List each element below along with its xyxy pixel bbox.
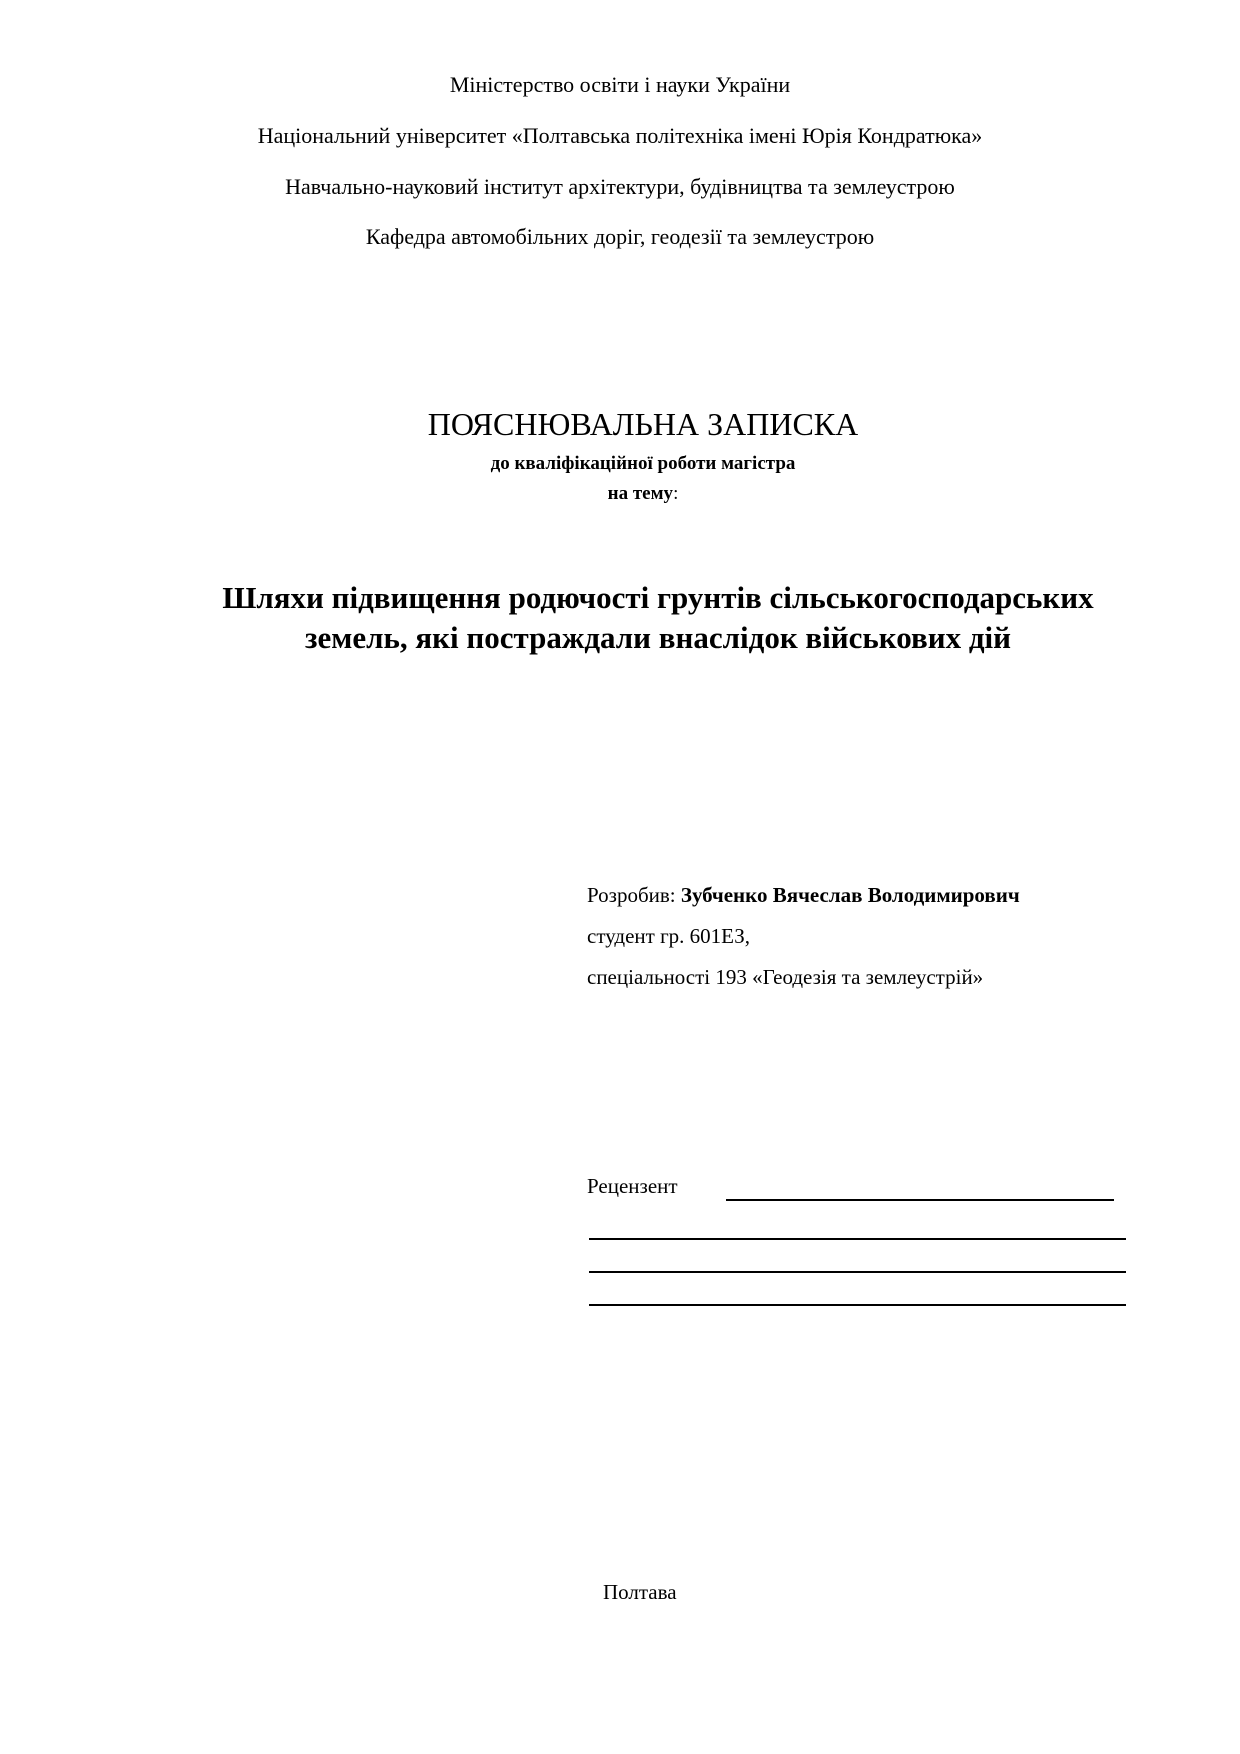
reviewer-line-3 [589, 1304, 1126, 1306]
topic-line-1: Шляхи підвищення родючості грунтів сільськогосподарських [222, 580, 1094, 615]
reviewer-line-2 [589, 1271, 1126, 1273]
topic-label: на тему [607, 483, 674, 504]
topic-label-line [23, 483, 1240, 505]
document-title: ПОЯСНЮВАЛЬНА ЗАПИСКА [427, 406, 859, 442]
reviewer-label: Рецензент [587, 1174, 678, 1198]
city: Полтава [603, 1580, 677, 1604]
topic-line-2: земель, які постраждали внаслідок військових дій [305, 620, 1011, 655]
reviewer-line-1 [589, 1238, 1126, 1240]
institute-name: Навчально-науковий інститут архітектури, будівництва та землеустрою [285, 174, 955, 199]
department-name: Кафедра автомобільних доріг, геодезії та землеустрою [365, 224, 875, 249]
author-group: студент гр. 601ЕЗ, [587, 924, 751, 948]
ministry-name: Міністерство освіти і науки України [449, 72, 791, 97]
topic-colon: : [673, 483, 679, 504]
author-label: Розробив: [587, 883, 676, 907]
reviewer-signature-line [726, 1199, 1114, 1201]
author-specialty: спеціальності 193 «Геодезія та землеустрій» [587, 965, 984, 989]
university-name: Національний університет «Полтавська політехніка імені Юрія Кондратюка» [257, 123, 983, 148]
author-name: Зубченко Вячеслав Володимирович [680, 883, 1020, 907]
author-line [587, 883, 1020, 908]
document-subtitle: до кваліфікаційної роботи магістра [490, 453, 796, 474]
